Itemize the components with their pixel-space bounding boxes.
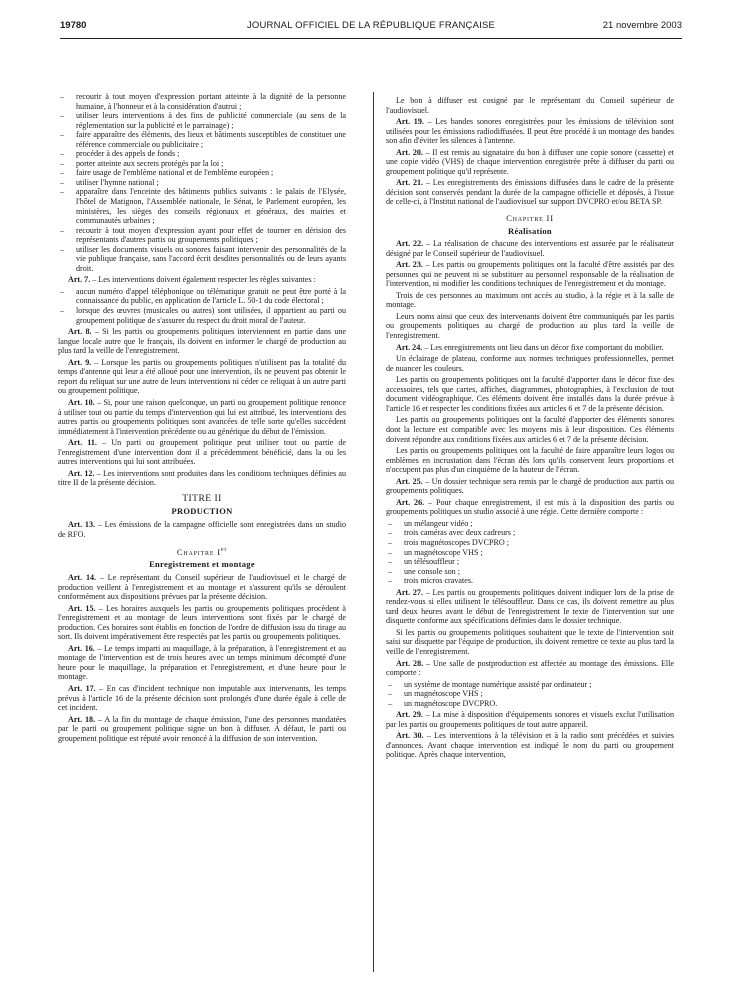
article-8: Art. 8. – Si les partis ou groupements politiques interviennent en partie dans une langue locale autre que le français, ils doivent en informer le chargé de production au plus tard la veille de l'enregistrement. (58, 327, 346, 356)
list-item: – un système de montage numérique assisté par ordinateur ; (388, 679, 592, 689)
paragraph-bon-a-diffuser: Le bon à diffuser est cosigné par le représentant du Conseil supérieur de l'audiovisuel. (386, 96, 674, 115)
list-item: – recourir à tout moyen d'expression ayant pour effet de tourner en dérision des représentants d'autres partis ou groupements politiques ; (60, 225, 346, 245)
article-29: Art. 29. – La mise à disposition d'équipements sonores et visuels exclut l'utilisation par les partis ou groupements politiques de tout autre appareil. (386, 710, 674, 729)
article-21: Art. 21. – Les enregistrements des émissions diffusées dans le cadre de la présente décision sont conservés pendant la durée de la campagne officielle et déposés, à l'issue de celle-ci, à l'Institut national de l'audiovisuel sur support DVCPRO et/ou BETA SP. (386, 178, 675, 207)
article-18: Art. 18. – A la fin du montage de chaque émission, l'une des personnes mandatées par le parti ou groupement politique signe un bon à diffuser. A défaut, le parti ou groupement politique est réputé avoir renoncé à la diffusion de son intervention. (58, 714, 346, 743)
article-26: Art. 26. – Pour chaque enregistrement, il est mis à la disposition des partis ou groupements politiques un studio associé à une régie. Cette dernière comporte : (386, 497, 674, 517)
article-19: Art. 19. – Les bandes sonores enregistrées pour les émissions de télévision sont utilisées pour les émissions radiodiffusées. Il peut être procédé à un montage des bandes son afin d'éviter les silences à l'antenne. (386, 117, 674, 146)
paragraph: Les partis ou groupements politiques ont la faculté d'apporter dans le décor fixe des accessoires, tels que cartes, affiches, diagrammes, photographies, à l'exclusion de tout document vidéographique. Ces éléments doivent être installés dans la durée prévue à l'article 16 et respecter les conditions fixées aux articles 6 et 7 de la présente décision. (386, 375, 674, 413)
publication-date: 21 novembre 2003 (602, 20, 682, 31)
list-prohibitions (58, 92, 346, 273)
list-item: – un magnétoscope VHS ; (388, 689, 483, 699)
article-24: Art. 24. – Les enregistrements ont lieu dans un décor fixe comportant du mobilier. (396, 342, 664, 352)
article-14: Art. 14. – Le représentant du Conseil supérieur de l'audiovisuel et le chargé de production veillent à l'enregistrement et au montage et s'assurent qu'ils se déroulent conformément aux dispositions prévues par la présente décision. (58, 573, 346, 602)
titre-heading: TITRE II (182, 493, 222, 504)
list-item: – une console son ; (388, 566, 460, 576)
list-postproduction-equipment (386, 680, 674, 709)
list-item: – lorsque des œuvres (musicales ou autres) sont utilisées, il appartient au parti ou groupement politique de s'assurer du respect du droit moral de l'auteur. (60, 306, 346, 325)
list-item: – trois magnétoscopes DVCPRO ; (388, 537, 509, 547)
left-column (58, 92, 346, 745)
list-item: – aucun numéro d'appel téléphonique ou télématique gratuit ne peut être porté à la connaissance du public, en application de l'article L. 50-1 du code électoral ; (60, 286, 346, 306)
list-item: – trois micros cravates. (388, 576, 473, 586)
list-item: – trois caméras avec deux cadreurs ; (388, 528, 516, 538)
article-25: Art. 25. – Un dossier technique sera remis par le chargé de production aux partis ou groupements politiques. (386, 476, 675, 496)
list-item: – utiliser leurs interventions à des fins de publicité commerciale (au sens de la réglementation sur la publicité et le parrainage) ; (60, 111, 346, 130)
article-22: Art. 22. – La réalisation de chacune des interventions est assurée par le réalisateur désigné par le Conseil supérieur de l'audiovisuel. (386, 239, 675, 258)
list-item: – utiliser les documents visuels ou sonores faisant intervenir des personnalités de la vie publique française, sans l'accord écrit desdites personnalités ou de leurs ayants droit. (60, 244, 346, 273)
paragraph: Trois de ces personnes au maximum ont accès au studio, à la régie et à la salle de montage. (386, 290, 674, 310)
paragraph: Leurs noms ainsi que ceux des intervenants doivent être communiqués par les partis ou groupements politiques au chargé de production au plus tard la veille de l'enregistrement. (386, 311, 674, 341)
paragraph: Un éclairage de plateau, conforme aux normes techniques professionnelles, permet de nuancer les couleurs. (386, 354, 674, 373)
list-item: – un mélangeur vidéo ; (388, 518, 473, 528)
article-15: Art. 15. – Les horaires auxquels les partis ou groupements politiques procèdent à l'enregistrement et au montage de leurs interventions sont fixés par le chargé de production. Ces horaires sont établis en fonction de l'ordre de diffusion issu du tirage au sort. Ils doivent impérativement être respectés par les partis ou groupements politiques. (58, 603, 346, 642)
list-item: – utiliser l'hymne national ; (60, 177, 159, 187)
article-27: Art. 27. – Les partis ou groupements politiques doivent indiquer lors de la prise de rendez-vous si elles utilisent le télésouffleur. Dans ce cas, ils doivent remettre au plus tard deux heures avant le début de l'enregistrement le texte de l'intervention sur une disquette conforme aux spécifications définies dans le dossier technique. (386, 587, 674, 626)
list-item: – un magnétoscope DVCPRO. (388, 698, 498, 708)
list-item: – un télésouffleur ; (388, 557, 460, 567)
article-20: Art. 20. – Il est remis au signataire du bon à diffuser une copie sonore (cassette) et une copie vidéo (VHS) de chaque intervention enregistrée prête à diffuser du parti ou groupement politique qu'il représente. (386, 147, 674, 176)
chapitre-title: Enregistrement et montage (149, 559, 255, 570)
list-item: – apparaître dans l'enceinte des bâtiments publics suivants : le palais de l'Elysée, l'hôtel de Matignon, l'Assemblée nationale, le Sénat, le Parlement européen, les ministères, les sièges des conseils régionaux et généraux, des mairies et communautés urbaines ; (60, 187, 346, 226)
list-item: – faire usage de l'emblème national et de l'emblème européen ; (60, 168, 274, 178)
page-number: 19780 (60, 20, 87, 31)
header-rule (60, 38, 682, 39)
chapitre-heading: Chapitre II (506, 213, 554, 224)
chapitre-title: Réalisation (508, 225, 552, 236)
article-10: Art. 10. – Si, pour une raison quelconque, un parti ou groupement politique renonce à utiliser tout ou partie du temps d'intervention qui lui est attribué, les interventions des autres partis ou groupements politiques sont avancées de telle sorte qu'elles succèdent immédiatement à l'intervention précédente ou au générique du début de l'émission. (58, 397, 347, 436)
list-item: – recourir à tout moyen d'expression portant atteinte à la dignité de la personne humaine, à l'honneur et à la considération d'autrui ; (60, 92, 346, 111)
journal-title: JOURNAL OFFICIEL DE LA RÉPUBLIQUE FRANÇAISE (246, 20, 496, 31)
titre-subheading: PRODUCTION (171, 506, 233, 517)
article-30: Art. 30. – Les interventions à la télévision et à la radio sont précédées et suivies d'annonces. Avant chaque intervention est indiqué le nom du parti ou groupement politique. Après chaque intervention, (386, 731, 674, 760)
paragraph: Si les partis ou groupements politiques souhaitent que le texte de l'intervention soit saisi sur disquette par l'équipe de production, ils doivent remettre ce texte au plus tard la veille de l'enregistrement. (386, 627, 674, 656)
page-header (60, 20, 682, 36)
list-item: – faire apparaître des éléments, des lieux et bâtiments susceptibles de constituer une référence commerciale ou publicitaire ; (60, 130, 346, 149)
list-item: – porter atteinte aux secrets protégés par la loi ; (60, 158, 224, 168)
chapitre-heading: Chapitre Ier (176, 546, 228, 557)
list-studio-equipment (386, 519, 674, 586)
article-11: Art. 11. – Un parti ou groupement politique peut utiliser tout ou partie de l'enregistrement d'une intervention dont il a précédemment bénéficié, dans la ou les autres interventions qui lui sont attribuées. (58, 438, 346, 467)
article-17: Art. 17. – En cas d'incident technique non imputable aux intervenants, les temps prévus à l'article 16 de la présente décision sont prolongés d'une durée égale à celle de cet incident. (58, 684, 346, 713)
list-item: – un magnétoscope VHS ; (388, 547, 483, 557)
article-16: Art. 16. – Le temps imparti au maquillage, à la préparation, à l'enregistrement et au montage de l'intervention est de trois heures avec un temps minimum décompté d'une heure pour le maquillage, la préparation et l'enregistrement, et d'une heure pour le montage. (58, 643, 347, 682)
article-12: Art. 12. – Les interventions sont produites dans les conditions techniques définies au titre II de la présente décision. (58, 468, 346, 488)
right-column (386, 96, 674, 762)
list-item: – procéder à des appels de fonds ; (60, 149, 180, 159)
article-28: Art. 28. – Une salle de postproduction est affectée au montage des émissions. Elle comporte : (386, 658, 674, 678)
paragraph: Les partis ou groupements politiques ont la faculté d'apporter des éléments sonores dont la lecture est compatible avec les moyens mis à leur disposition. Ces éléments doivent répondre aux conditions fixées aux articles 6 et 7 de la présente décision. (386, 415, 674, 444)
column-divider (373, 92, 374, 972)
paragraph: Les partis ou groupements politiques ont la faculté de faire apparaître leurs logos ou emblèmes en incrustation dans l'écran dès lors qu'ils conservent leurs proportions et n'occupent pas plus d'un cinquième de la hauteur de l'écran. (386, 446, 674, 475)
article-23: Art. 23. – Les partis ou groupements politiques ont la faculté d'être assistés par des personnes qui ne peuvent ni se substituer au personnel responsable de la réalisation de l'intervention, ni modifier les conditions techniques de l'enregistrement et du montage. (386, 260, 675, 289)
article-13: Art. 13. – Les émissions de la campagne officielle sont enregistrées dans un studio de RFO. (58, 519, 346, 539)
article-7: Art. 7. – Les interventions doivent également respecter les règles suivantes : (68, 275, 316, 285)
article-9: Art. 9. – Lorsque les partis ou groupements politiques n'utilisent pas la totalité du temps d'antenne qui leur a été alloué pour une intervention, ils ne peuvent pas obtenir le report du reliquat sur une autre de leurs interventions ni céder ce reliquat à un autre parti ou groupement politique. (58, 357, 347, 396)
list-rules (58, 287, 346, 325)
